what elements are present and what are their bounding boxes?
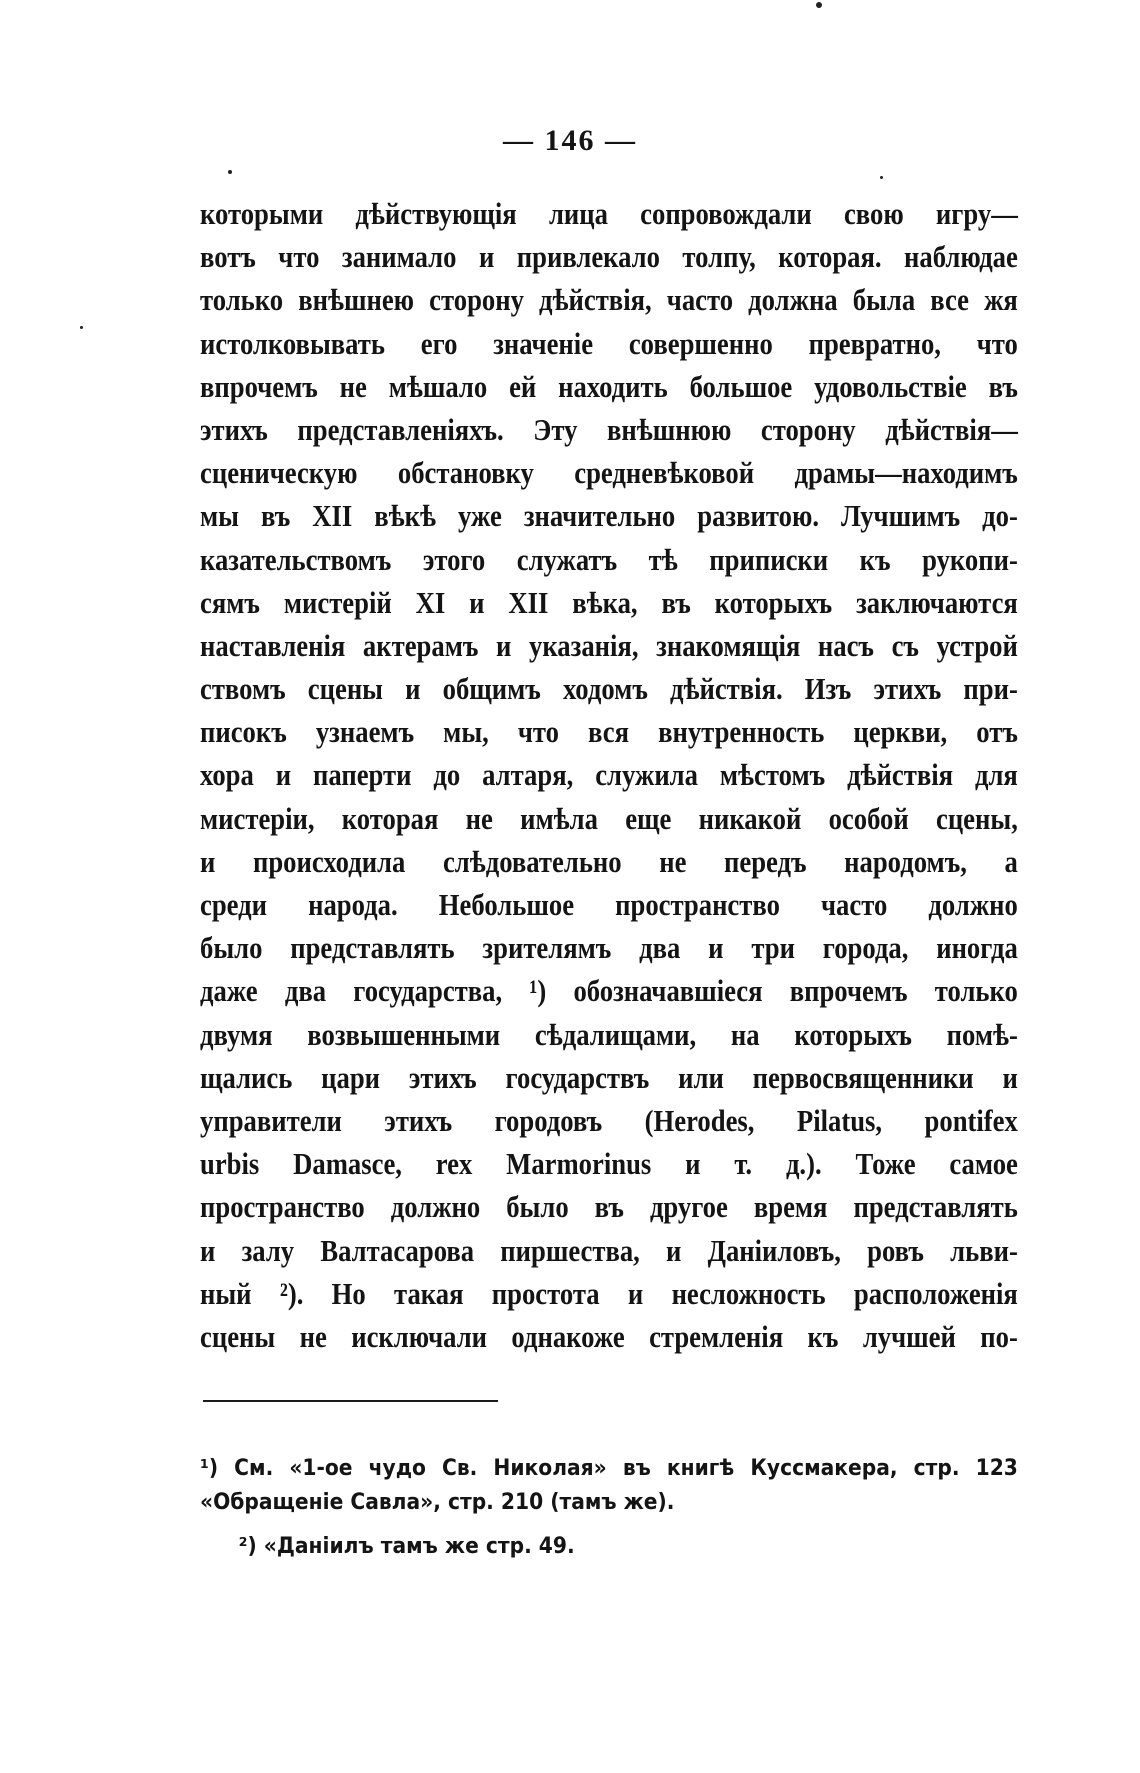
footnotes [200,1452,1018,1564]
body-line: только внѣшнею сторону дѣйствія, часто должна была все жя [200,282,1018,318]
footnote-line: ¹) См. «1-ое чудо Св. Николая» въ книгѣ Куссмакера, стр. 123 [200,1456,1018,1481]
print-speck [228,170,232,174]
body-line: сцены не исключали однакоже стремленія къ лучшей по- [200,1318,1018,1354]
body-line: ный ²). Но такая простота и несложность расположенія [200,1275,1018,1311]
body-line: писокъ узнаемъ мы, что вся внутренность церкви, отъ [200,714,1018,750]
body-line: и залу Валтасарова пиршества, и Даніиловъ, ровъ льви- [200,1232,1018,1268]
body-line: urbis Damasce, rex Marmorinus и т. д.). Тоже самое [200,1146,1018,1182]
body-line: двумя возвышенными сѣдалищами, на которыхъ помѣ- [200,1016,1018,1052]
body-line: пространство должно было въ другое время представлять [200,1189,1018,1225]
body-line: казательствомъ этого служатъ тѣ приписки къ рукопи- [200,541,1018,577]
body-line: этихъ представленіяхъ. Эту внѣшнюю сторону дѣйствія— [200,411,1018,447]
body-text [200,192,1018,1358]
body-line: ствомъ сцены и общимъ ходомъ дѣйствія. Изъ этихъ при- [200,671,1018,707]
body-line: управители этихъ городовъ (Herodes, Pilatus, pontifex [200,1102,1018,1138]
print-speck [816,2,822,8]
body-line: среди народа. Небольшое пространство часто должно [200,887,1018,922]
body-line: наставленія актерамъ и указанія, знакомящія насъ съ устрой [200,627,1018,663]
body-line: было представлять зрителямъ два и три города, иногда [200,930,1018,966]
body-line: даже два государства, ¹) обозначавшіеся впрочемъ только [200,973,1018,1009]
body-line: впрочемъ не мѣшало ей находить большое удовольствіе въ [200,368,1018,404]
footnote-line: «Обращеніе Савла», стр. 210 (тамъ же). [200,1490,675,1515]
body-line: сямъ мистерій XI и XII вѣка, въ которыхъ заключаются [200,584,1018,620]
page-number: — 146 — [503,124,637,157]
footnote-divider [203,1400,498,1402]
print-speck [80,326,83,329]
body-line: сценическую обстановку средневѣковой драмы—находимъ [200,455,1018,491]
footnote-line: ²) «Даніилъ тамъ же стр. 49. [238,1534,575,1559]
body-line: хора и паперти до алтаря, служила мѣстомъ дѣйствія для [200,757,1018,793]
body-line: мистеріи, которая не имѣла еще никакой особой сцены, [200,800,1018,836]
body-line: мы въ XII вѣкѣ уже значительно развитою. Лучшимъ до- [200,498,1018,534]
body-line: истолковывать его значеніе совершенно превратно, что [200,325,1018,361]
body-line: вотъ что занимало и привлекало толпу, которая. наблюдае [200,239,1018,275]
body-line: которыми дѣйствующія лица сопровождали свою игру— [200,196,1018,231]
print-speck [880,176,883,179]
body-line: щались цари этихъ государствъ или первосвященники и [200,1059,1018,1095]
body-line: и происходила слѣдовательно не передъ народомъ, а [200,843,1018,879]
